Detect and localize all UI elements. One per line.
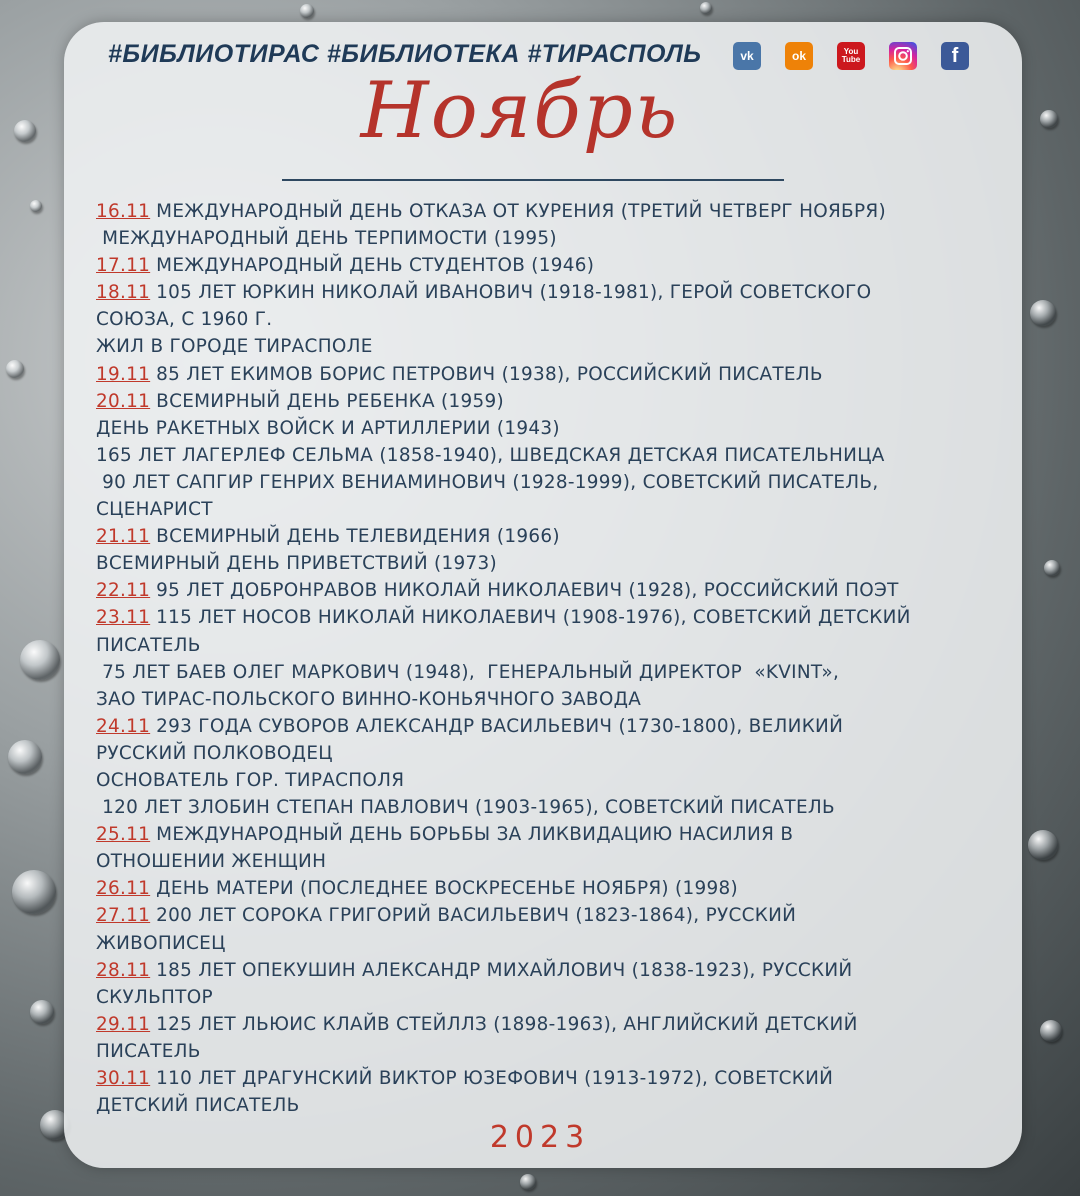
- raindrop: [700, 2, 712, 14]
- year-footer: 2023: [489, 1120, 591, 1155]
- event-line: [96, 984, 1016, 1011]
- event-text: МЕЖДУНАРОДНЫЙ ДЕНЬ ТЕРПИМОСТИ (1995): [96, 228, 557, 250]
- event-line: [96, 794, 1016, 821]
- raindrop: [1028, 830, 1058, 860]
- event-date: 28.11: [96, 959, 151, 981]
- raindrop: [6, 360, 24, 378]
- event-line: [96, 930, 1016, 957]
- event-line: [96, 442, 1016, 469]
- event-line: [96, 496, 1016, 523]
- event-text: 293 ГОДА СУВОРОВ АЛЕКСАНДР ВАСИЛЬЕВИЧ (1730-1800), ВЕЛИКИЙ: [156, 715, 844, 737]
- event-text: ВСЕМИРНЫЙ ДЕНЬ ПРИВЕТСТВИЙ (1973): [96, 553, 497, 575]
- events-list: [96, 198, 1016, 1119]
- event-date: 16.11: [96, 201, 151, 222]
- youtube-icon-label: You Tube: [841, 47, 861, 64]
- event-date: 20.11: [96, 390, 151, 412]
- event-text: ЗАО ТИРАС-ПОЛЬСКОГО ВИННО-КОНЬЯЧНОГО ЗАВОДА: [96, 688, 642, 710]
- event-line: [96, 1038, 1016, 1065]
- vk-icon[interactable]: [733, 42, 761, 70]
- event-line: [96, 713, 1016, 740]
- vk-icon-label: vk: [740, 49, 754, 63]
- event-text: ПИСАТЕЛЬ: [96, 1040, 201, 1062]
- raindrop: [1040, 1020, 1062, 1042]
- event-line: [96, 821, 1016, 848]
- event-date: 18.11: [96, 282, 151, 304]
- facebook-icon-label: f: [951, 44, 959, 67]
- event-date: 19.11: [96, 363, 151, 385]
- event-line: [96, 902, 1016, 929]
- event-line: [96, 279, 1016, 306]
- event-text: 95 ЛЕТ ДОБРОНРАВОВ НИКОЛАЙ НИКОЛАЕВИЧ (1928), РОССИЙСКИЙ ПОЭТ: [156, 580, 899, 602]
- raindrop: [30, 200, 42, 212]
- event-text: 120 ЛЕТ ЗЛОБИН СТЕПАН ПАВЛОВИЧ (1903-1965), СОВЕТСКИЙ ПИСАТЕЛЬ: [96, 797, 835, 819]
- hashtags-heading: #БИБЛИОТИРАС #БИБЛИОТЕКА #ТИРАСПОЛЬ: [108, 40, 702, 68]
- event-text: 75 ЛЕТ БАЕВ ОЛЕГ МАРКОВИЧ (1948), ГЕНЕРАЛЬНЫЙ ДИРЕКТОР «KVINT»,: [96, 661, 840, 683]
- event-line: [96, 659, 1016, 686]
- event-text: ОТНОШЕНИИ ЖЕНЩИН: [96, 851, 327, 873]
- event-date: 29.11: [96, 1013, 151, 1035]
- event-line: [96, 415, 1016, 442]
- event-text: МЕЖДУНАРОДНЫЙ ДЕНЬ БОРЬБЫ ЗА ЛИКВИДАЦИЮ НАСИЛИЯ В: [156, 824, 794, 846]
- event-text: ПИСАТЕЛЬ: [96, 634, 201, 656]
- event-date: 21.11: [96, 526, 151, 548]
- event-line: [96, 740, 1016, 767]
- event-line: [96, 225, 1016, 252]
- raindrop: [1044, 560, 1060, 576]
- event-text: СОЮЗА, С 1960 Г.: [96, 309, 273, 331]
- raindrop: [1040, 110, 1058, 128]
- event-text: ОСНОВАТЕЛЬ ГОР. ТИРАСПОЛЯ: [96, 769, 405, 791]
- event-line: [96, 1092, 1016, 1119]
- event-text: ДЕТСКИЙ ПИСАТЕЛЬ: [96, 1095, 300, 1117]
- event-line: [96, 848, 1016, 875]
- event-text: МЕЖДУНАРОДНЫЙ ДЕНЬ ОТКАЗА ОТ КУРЕНИЯ (ТРЕТИЙ ЧЕТВЕРГ НОЯБРЯ): [156, 201, 886, 222]
- raindrop: [8, 740, 42, 774]
- raindrop: [20, 640, 60, 680]
- event-line: [96, 577, 1016, 604]
- event-line: [96, 388, 1016, 415]
- event-line: [96, 252, 1016, 279]
- event-line: [96, 957, 1016, 984]
- instagram-glyph: [893, 46, 913, 66]
- event-text: 110 ЛЕТ ДРАГУНСКИЙ ВИКТОР ЮЗЕФОВИЧ (1913-1972), СОВЕТСКИЙ: [156, 1068, 834, 1089]
- event-line: [96, 632, 1016, 659]
- event-line: [96, 333, 1016, 360]
- event-text: 85 ЛЕТ ЕКИМОВ БОРИС ПЕТРОВИЧ (1938), РОССИЙСКИЙ ПИСАТЕЛЬ: [156, 363, 823, 385]
- event-line: [96, 469, 1016, 496]
- raindrop: [14, 120, 36, 142]
- event-line: [96, 198, 1016, 225]
- raindrop: [520, 1174, 536, 1190]
- event-date: 22.11: [96, 580, 151, 602]
- event-date: 25.11: [96, 824, 151, 846]
- event-date: 30.11: [96, 1068, 151, 1089]
- title-divider: [282, 179, 784, 181]
- event-text: 105 ЛЕТ ЮРКИН НИКОЛАЙ ИВАНОВИЧ (1918-1981), ГЕРОЙ СОВЕТСКОГО: [156, 282, 872, 304]
- event-line: [96, 686, 1016, 713]
- event-text: СЦЕНАРИСТ: [96, 499, 213, 521]
- event-line: [96, 361, 1016, 388]
- event-line: [96, 523, 1016, 550]
- event-text: 90 ЛЕТ САПГИР ГЕНРИХ ВЕНИАМИНОВИЧ (1928-1999), СОВЕТСКИЙ ПИСАТЕЛЬ,: [96, 471, 879, 493]
- month-title: Ноябрь: [360, 66, 680, 156]
- event-date: 27.11: [96, 905, 151, 927]
- event-text: 185 ЛЕТ ОПЕКУШИН АЛЕКСАНДР МИХАЙЛОВИЧ (1838-1923), РУССКИЙ: [156, 959, 853, 981]
- event-text: 200 ЛЕТ СОРОКА ГРИГОРИЙ ВАСИЛЬЕВИЧ (1823-1864), РУССКИЙ: [156, 905, 797, 927]
- event-text: 115 ЛЕТ НОСОВ НИКОЛАЙ НИКОЛАЕВИЧ (1908-1976), СОВЕТСКИЙ ДЕТСКИЙ: [156, 607, 911, 629]
- odnoklassniki-icon[interactable]: [785, 42, 813, 70]
- raindrop: [30, 1000, 54, 1024]
- event-text: ДЕНЬ РАКЕТНЫХ ВОЙСК И АРТИЛЛЕРИИ (1943): [96, 417, 560, 439]
- raindrop: [300, 4, 314, 18]
- event-text: 125 ЛЕТ ЛЬЮИС КЛАЙВ СТЕЙЛЛЗ (1898-1963), АНГЛИЙСКИЙ ДЕТСКИЙ: [156, 1013, 858, 1035]
- facebook-icon[interactable]: [941, 42, 969, 70]
- event-line: [96, 875, 1016, 902]
- event-date: 23.11: [96, 607, 151, 629]
- event-line: [96, 550, 1016, 577]
- event-text: 165 ЛЕТ ЛАГЕРЛЕФ СЕЛЬМА (1858-1940), ШВЕДСКАЯ ДЕТСКАЯ ПИСАТЕЛЬНИЦА: [96, 444, 885, 466]
- event-text: РУССКИЙ ПОЛКОВОДЕЦ: [96, 742, 333, 764]
- event-line: [96, 1011, 1016, 1038]
- event-text: ВСЕМИРНЫЙ ДЕНЬ ТЕЛЕВИДЕНИЯ (1966): [156, 526, 560, 548]
- event-text: ЖИЛ В ГОРОДЕ ТИРАСПОЛЕ: [96, 336, 373, 358]
- event-date: 24.11: [96, 715, 151, 737]
- event-text: МЕЖДУНАРОДНЫЙ ДЕНЬ СТУДЕНТОВ (1946): [156, 255, 595, 277]
- odnoklassniki-icon-label: ok: [791, 49, 806, 63]
- youtube-icon[interactable]: [837, 42, 865, 70]
- event-text: ВСЕМИРНЫЙ ДЕНЬ РЕБЕНКА (1959): [156, 390, 504, 412]
- event-text: ДЕНЬ МАТЕРИ (ПОСЛЕДНЕЕ ВОСКРЕСЕНЬЕ НОЯБРЯ) (1998): [156, 878, 738, 900]
- instagram-icon[interactable]: [889, 42, 917, 70]
- event-date: 26.11: [96, 878, 151, 900]
- event-text: СКУЛЬПТОР: [96, 986, 213, 1008]
- event-line: [96, 767, 1016, 794]
- event-line: [96, 1065, 1016, 1092]
- event-date: 17.11: [96, 255, 151, 277]
- event-line: [96, 604, 1016, 631]
- event-line: [96, 306, 1016, 333]
- raindrop: [12, 870, 56, 914]
- raindrop: [1030, 300, 1056, 326]
- event-text: ЖИВОПИСЕЦ: [96, 932, 226, 954]
